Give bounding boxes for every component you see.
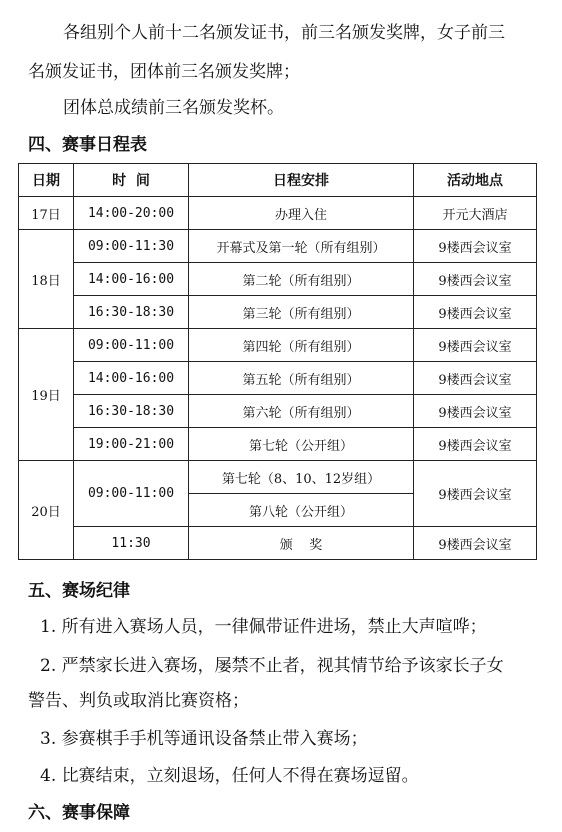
table-row [19,296,537,329]
header-location: 活动地点 [414,164,537,197]
table-row [19,395,537,428]
date-cell: 19日 [19,329,74,461]
time-cell: 14:00-20:00 [74,197,189,230]
schedule-cell: 第六轮（所有组别） [189,395,414,428]
section-4-heading: 四、赛事日程表 [28,135,147,155]
header-schedule: 日程安排 [189,164,414,197]
schedule-cell: 第八轮（公开组） [189,494,414,527]
schedule-cell: 第三轮（所有组别） [189,296,414,329]
time-cell: 09:00-11:00 [74,461,189,527]
table-row [19,527,537,560]
date-cell: 18日 [19,230,74,329]
table-row [19,329,537,362]
table-row [19,197,537,230]
awards-line-3: 团体总成绩前三名颁发奖杯。 [63,98,284,118]
location-cell: 9楼西会议室 [414,428,537,461]
header-date: 日期 [19,164,74,197]
awards-line-2: 名颁发证书，团体前三名颁发奖牌； [28,62,300,82]
rule-2-line-1: 2. 严禁家长进入赛场，屡禁不止者，视其情节给予该家长子女 [40,656,504,676]
table-row [19,461,537,494]
location-cell: 9楼西会议室 [414,263,537,296]
location-cell: 9楼西会议室 [414,362,537,395]
schedule-cell: 第二轮（所有组别） [189,263,414,296]
table-row [19,428,537,461]
time-cell: 16:30-18:30 [74,296,189,329]
awards-line-1: 各组别个人前十二名颁发证书，前三名颁发奖牌，女子前三 [63,23,505,43]
schedule-cell: 开幕式及第一轮（所有组别） [189,230,414,263]
table-row [19,263,537,296]
location-cell: 9楼西会议室 [414,329,537,362]
time-cell: 14:00-16:00 [74,362,189,395]
schedule-cell: 第四轮（所有组别） [189,329,414,362]
section-6-heading: 六、赛事保障 [28,803,130,823]
location-cell: 9楼西会议室 [414,527,537,560]
rule-1: 1. 所有进入赛场人员，一律佩带证件进场，禁止大声喧哗； [40,617,487,637]
schedule-cell: 第七轮（公开组） [189,428,414,461]
schedule-cell: 第五轮（所有组别） [189,362,414,395]
schedule-cell: 第七轮（8、10、12岁组） [189,461,414,494]
schedule-table [18,163,537,560]
time-cell: 11:30 [74,527,189,560]
rule-2-line-2: 警告、判负或取消比赛资格； [28,691,249,711]
location-cell: 9楼西会议室 [414,395,537,428]
location-cell: 9楼西会议室 [414,296,537,329]
time-cell: 09:00-11:30 [74,230,189,263]
rule-3: 3. 参赛棋手手机等通讯设备禁止带入赛场； [40,729,368,749]
table-header-row [19,164,537,197]
schedule-cell: 办理入住 [189,197,414,230]
section-5-heading: 五、赛场纪律 [28,581,130,601]
header-time: 时 间 [74,164,189,197]
time-cell: 16:30-18:30 [74,395,189,428]
date-cell: 20日 [19,461,74,560]
rule-4: 4. 比赛结束，立刻退场，任何人不得在赛场逗留。 [40,766,419,786]
date-cell: 17日 [19,197,74,230]
time-cell: 19:00-21:00 [74,428,189,461]
time-cell: 09:00-11:00 [74,329,189,362]
location-cell: 9楼西会议室 [414,461,537,527]
location-cell: 9楼西会议室 [414,230,537,263]
time-cell: 14:00-16:00 [74,263,189,296]
table-row [19,362,537,395]
location-cell: 开元大酒店 [414,197,537,230]
schedule-cell: 颁 奖 [189,527,414,560]
table-row [19,230,537,263]
